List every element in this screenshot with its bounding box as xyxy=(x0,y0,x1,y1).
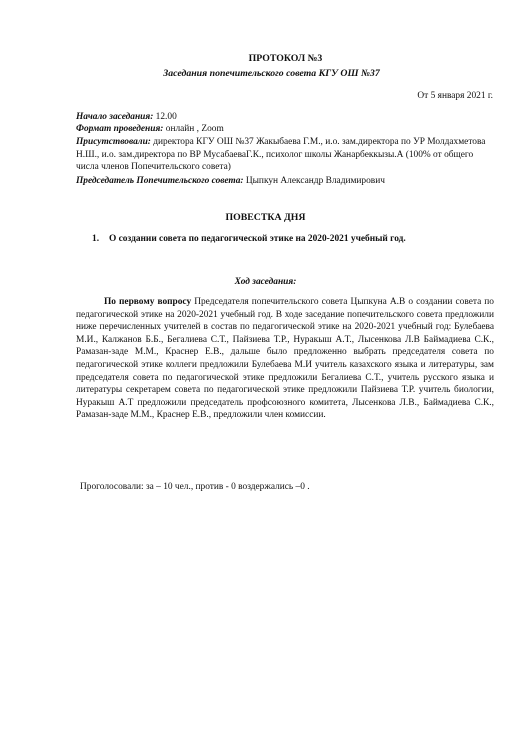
meeting-attendees-label: Присутствовали: xyxy=(76,137,151,147)
votes-result: Проголосовали: за – 10 чел., против - 0 воздержались –0 . xyxy=(80,482,310,492)
meeting-subtitle: Заседания попечительского совета КГУ ОШ №37 xyxy=(163,68,380,79)
meeting-start xyxy=(76,111,496,124)
document-date: От 5 января 2021 г. xyxy=(417,91,493,101)
question-label: По первому вопросу xyxy=(104,297,192,307)
meeting-start-value: 12.00 xyxy=(153,112,177,122)
question-text: Председателя попечительского совета Цыпкуна А.В о создании совета по педагогической этике на 2020-2021 учебный год. В ходе заседание попечительского совета предложили ниже перечисленных учителей в состав по педагогической этике на 2020-2021 учебный год: Булебаева М.И., Калжанов Б.Б., Бегалиева С.Т., Пайзиева Т.Р., Нуракыш А.Т., Лысенкова Л.В Баймадиева С.К., Рамазан-заде М.М., Краснер Е.В., дальше было предложенно выбрать председателя совета по педагогической этике коллеги предложили Булебаева М.И учитель казахского языка и литературы, зам председателя совета по педагогической этике предложили Бегалиева С.Т., учитель русского языка и литературы секретарем совета по педагогической этике предложили Пайзиева Т.Р. учитель биологии, Нуракыш А.Т предложили председатель профсоюзного комитета, Лысенкова Л.В., Баймадиева С.К., Рамазан-заде М.М., Краснер Е.В., предложили член комиссии. xyxy=(76,297,494,421)
agenda-item-number: 1. xyxy=(92,234,100,244)
agenda-item xyxy=(92,233,406,246)
meeting-attendees-value: директора КГУ ОШ №37 Жакыбаева Г.М., и.о. зам.директора по УР Молдахметова Н.Ш., и.о. зам.директора по ВР МусабаеваГ.К., психолог школы Жанарбеккызы.А (100% от общего числа членов Попечительского совета) xyxy=(76,137,486,173)
meeting-body-text xyxy=(76,296,494,422)
meeting-chair-value: Цыпкун Александр Владимирович xyxy=(243,176,385,186)
agenda-title: ПОВЕСТКА ДНЯ xyxy=(225,212,306,223)
meeting-chair xyxy=(76,175,496,188)
meeting-attendees xyxy=(76,136,496,174)
meeting-format-value: онлайн , Zoom xyxy=(163,124,224,134)
agenda-item-text: О создании совета по педагогической этике на 2020-2021 учебный год. xyxy=(109,234,406,244)
meeting-chair-label: Председатель Попечительского совета: xyxy=(76,176,244,186)
meeting-start-label: Начало заседания: xyxy=(76,112,154,122)
meeting-format-label: Формат проведения: xyxy=(76,124,164,134)
course-title: Ход заседания: xyxy=(234,277,297,287)
protocol-title: ПРОТОКОЛ №3 xyxy=(248,53,323,64)
meeting-format xyxy=(76,123,496,136)
